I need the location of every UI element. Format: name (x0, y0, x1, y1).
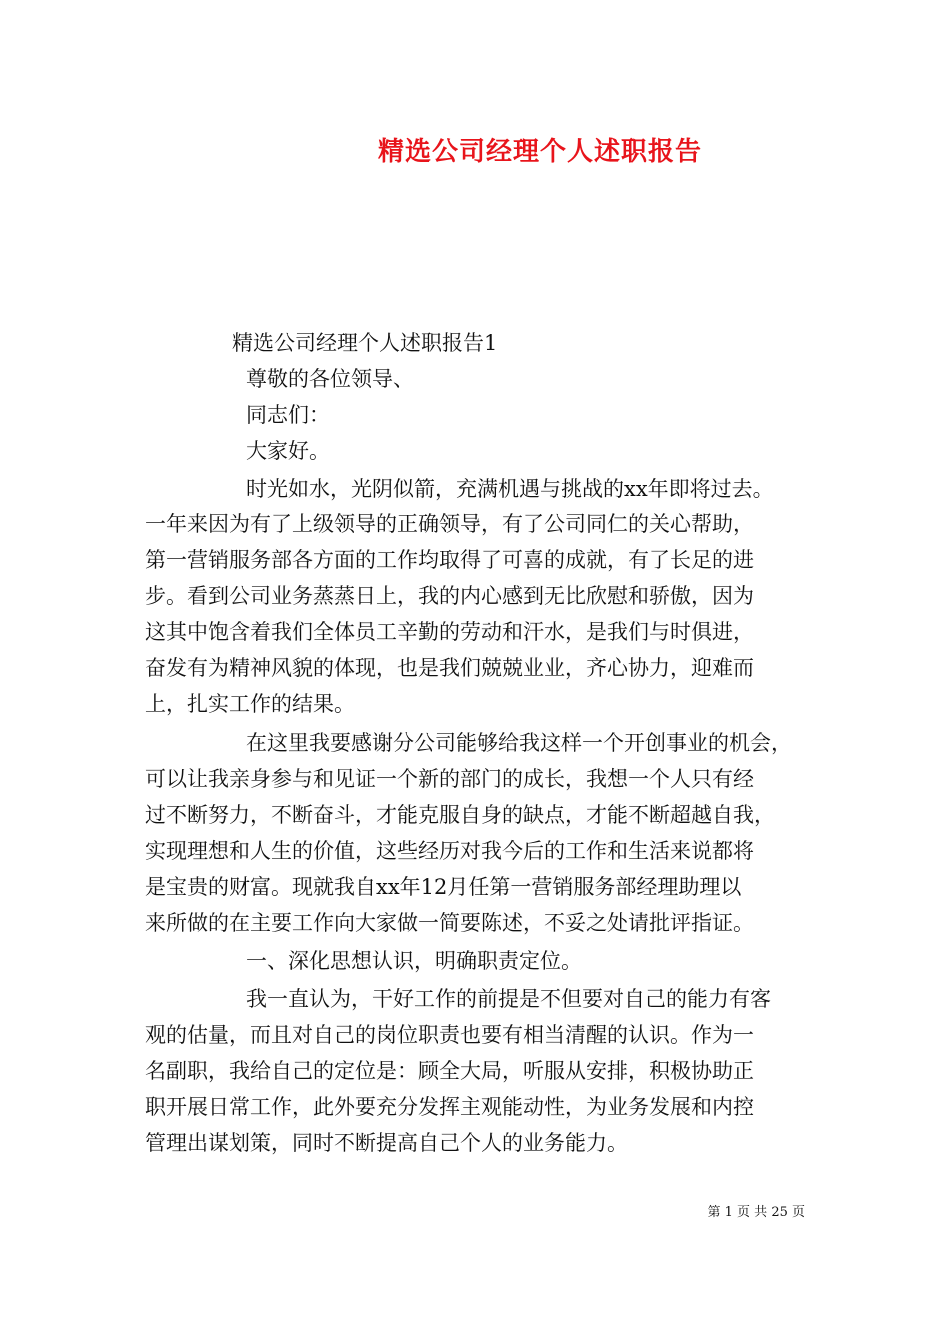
greeting-line: 大家好。 (246, 439, 330, 463)
paragraph-line: 一年来因为有了上级领导的正确领导，有了公司同仁的关心帮助， (145, 512, 754, 536)
paragraph-line: 是宝贵的财富。现就我自xx年12月任第一营销服务部经理助理以 (145, 875, 742, 899)
salutation-line: 尊敬的各位领导、 (246, 367, 414, 391)
page-number: 第 1 页 共 25 页 (707, 1205, 805, 1220)
paragraph-line: 步。看到公司业务蒸蒸日上，我的内心感到无比欣慰和骄傲，因为 (145, 584, 754, 608)
paragraph-line: 观的估量，而且对自己的岗位职责也要有相当清醒的认识。作为一 (145, 1023, 754, 1047)
section-heading: 精选公司经理个人述职报告1 (232, 331, 498, 355)
salutation-line: 同志们： (246, 403, 330, 427)
paragraph-line: 管理出谋划策，同时不断提高自己个人的业务能力。 (145, 1131, 628, 1155)
paragraph-line: 名副职，我给自己的定位是：顾全大局，听服从安排，积极协助正 (145, 1059, 754, 1083)
subsection-heading: 一、深化思想认识，明确职责定位。 (246, 949, 582, 973)
paragraph-line: 这其中饱含着我们全体员工辛勤的劳动和汗水，是我们与时俱进， (145, 620, 754, 644)
paragraph-line: 过不断努力，不断奋斗，才能克服自身的缺点，才能不断超越自我， (145, 803, 775, 827)
paragraph-line: 实现理想和人生的价值，这些经历对我今后的工作和生活来说都将 (145, 839, 754, 863)
paragraph-line: 奋发有为精神风貌的体现，也是我们兢兢业业，齐心协力，迎难而 (145, 656, 754, 680)
paragraph-line: 上，扎实工作的结果。 (145, 692, 355, 716)
paragraph-line: 我一直认为，干好工作的前提是不但要对自己的能力有客 (246, 987, 771, 1011)
paragraph-line: 可以让我亲身参与和见证一个新的部门的成长，我想一个人只有经 (145, 767, 754, 791)
paragraph-line: 时光如水，光阴似箭，充满机遇与挑战的xx年即将过去。 (246, 477, 774, 501)
paragraph-line: 职开展日常工作，此外要充分发挥主观能动性，为业务发展和内控 (145, 1095, 754, 1119)
paragraph-line: 在这里我要感谢分公司能够给我这样一个开创事业的机会， (246, 731, 792, 755)
paragraph-line: 第一营销服务部各方面的工作均取得了可喜的成就，有了长足的进 (145, 548, 754, 572)
document-title: 精选公司经理个人述职报告 (377, 137, 702, 167)
paragraph-line: 来所做的在主要工作向大家做一简要陈述，不妥之处请批评指证。 (145, 911, 754, 935)
